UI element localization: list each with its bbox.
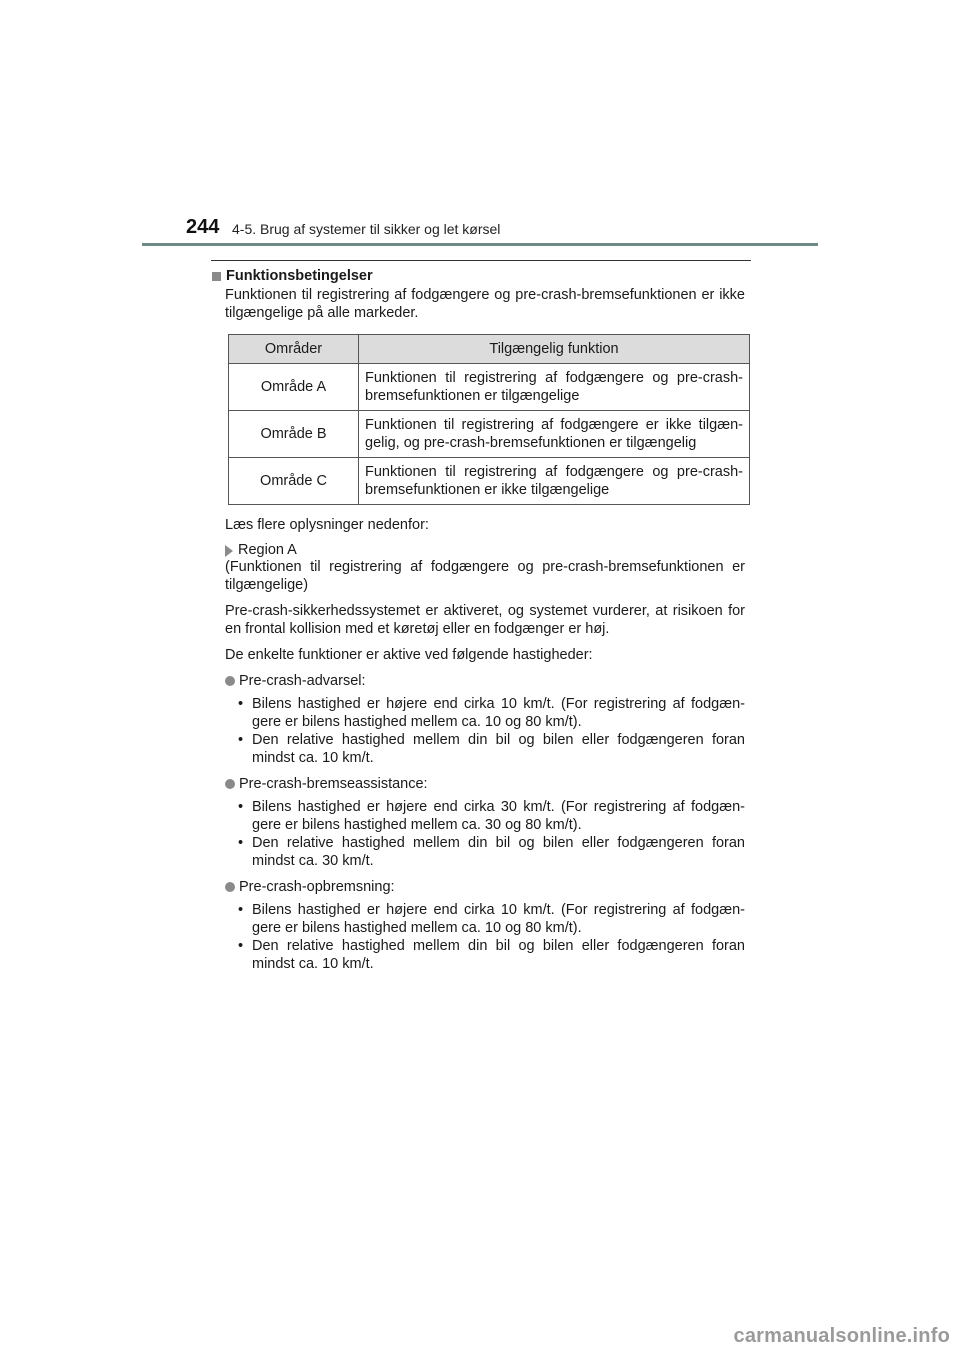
paragraph-speeds: De enkelte funktioner er aktive ved følgende hastigheder: [225, 647, 593, 663]
region-item [225, 542, 751, 558]
lead-text: Læs flere oplysninger nedenfor: [225, 517, 429, 533]
condition-label: Pre-crash-advarsel: [239, 673, 366, 689]
condition-list [238, 901, 745, 973]
section-intro: Funktionen til registrering af fodgængere og pre-crash-bremsefunktionen er ikke tilgængelige på alle markeder. [225, 287, 745, 321]
circle-bullet-icon [225, 779, 235, 789]
condition-label: Pre-crash-opbremsning: [239, 879, 395, 895]
watermark-text: carmanualsonline.info [733, 1325, 950, 1347]
condition-braking [225, 878, 751, 896]
condition-label: Pre-crash-bremseassistance: [239, 776, 428, 792]
list-item: • Den relative hastighed mellem din bil og bilen eller fodgængeren foran mindst ca. 10 km/t. [238, 731, 745, 767]
condition-brake-assist [225, 775, 751, 793]
list-item: • Bilens hastighed er højere end cirka 10 km/t. (For registrering af fodgæn-gere er bilens hastighed mellem ca. 10 og 80 km/t). [238, 901, 745, 937]
condition-list [238, 695, 745, 767]
condition-list [238, 798, 745, 870]
table-cell-function: Funktionen til registrering af fodgængere og pre-crash-bremsefunktionen er ikke tilgængelige [359, 458, 750, 505]
table-row [229, 458, 750, 505]
table-cell-function: Funktionen til registrering af fodgængere er ikke tilgæn-gelig, og pre-crash-bremsefunktionen er tilgængelig [359, 411, 750, 458]
section-rule [211, 260, 751, 261]
list-item: • Den relative hastighed mellem din bil og bilen eller fodgængeren foran mindst ca. 30 km/t. [238, 834, 745, 870]
header-rule [142, 243, 818, 246]
table-header-areas: Områder [229, 335, 359, 364]
table-header-function: Tilgængelig funktion [359, 335, 750, 364]
table-cell-area: Område B [229, 411, 359, 458]
list-item: • Den relative hastighed mellem din bil og bilen eller fodgængeren foran mindst ca. 10 km/t. [238, 937, 745, 973]
chapter-title: 4-5. Brug af systemer til sikker og let kørsel [232, 221, 501, 237]
areas-table [228, 334, 750, 505]
section-heading-text: Funktionsbetingelser [226, 268, 373, 284]
content [211, 260, 751, 973]
condition-warning [225, 672, 751, 690]
table-row [229, 411, 750, 458]
square-bullet-icon [212, 272, 221, 281]
table-cell-area: Område C [229, 458, 359, 505]
triangle-bullet-icon [225, 545, 233, 557]
table-cell-function: Funktionen til registrering af fodgængere og pre-crash-bremsefunktionen er tilgængelige [359, 364, 750, 411]
circle-bullet-icon [225, 676, 235, 686]
list-item: • Bilens hastighed er højere end cirka 30 km/t. (For registrering af fodgæn-gere er bilens hastighed mellem ca. 30 og 80 km/t). [238, 798, 745, 834]
table-row [229, 364, 750, 411]
region-subtitle: (Funktionen til registrering af fodgængere og pre-crash-bremsefunktionen er tilgængelige) [225, 559, 745, 593]
table-header-row [229, 335, 750, 364]
region-title: Region A [238, 542, 297, 558]
section-heading [211, 267, 751, 286]
page-number: 244 [186, 216, 220, 238]
circle-bullet-icon [225, 882, 235, 892]
table-cell-area: Område A [229, 364, 359, 411]
list-item: • Bilens hastighed er højere end cirka 10 km/t. (For registrering af fodgæn-gere er bilens hastighed mellem ca. 10 og 80 km/t). [238, 695, 745, 731]
paragraph-activation: Pre-crash-sikkerhedssystemet er aktiveret, og systemet vurderer, at risikoen for en frontal kollision med et køretøj eller en fodgænger er høj. [225, 603, 745, 637]
